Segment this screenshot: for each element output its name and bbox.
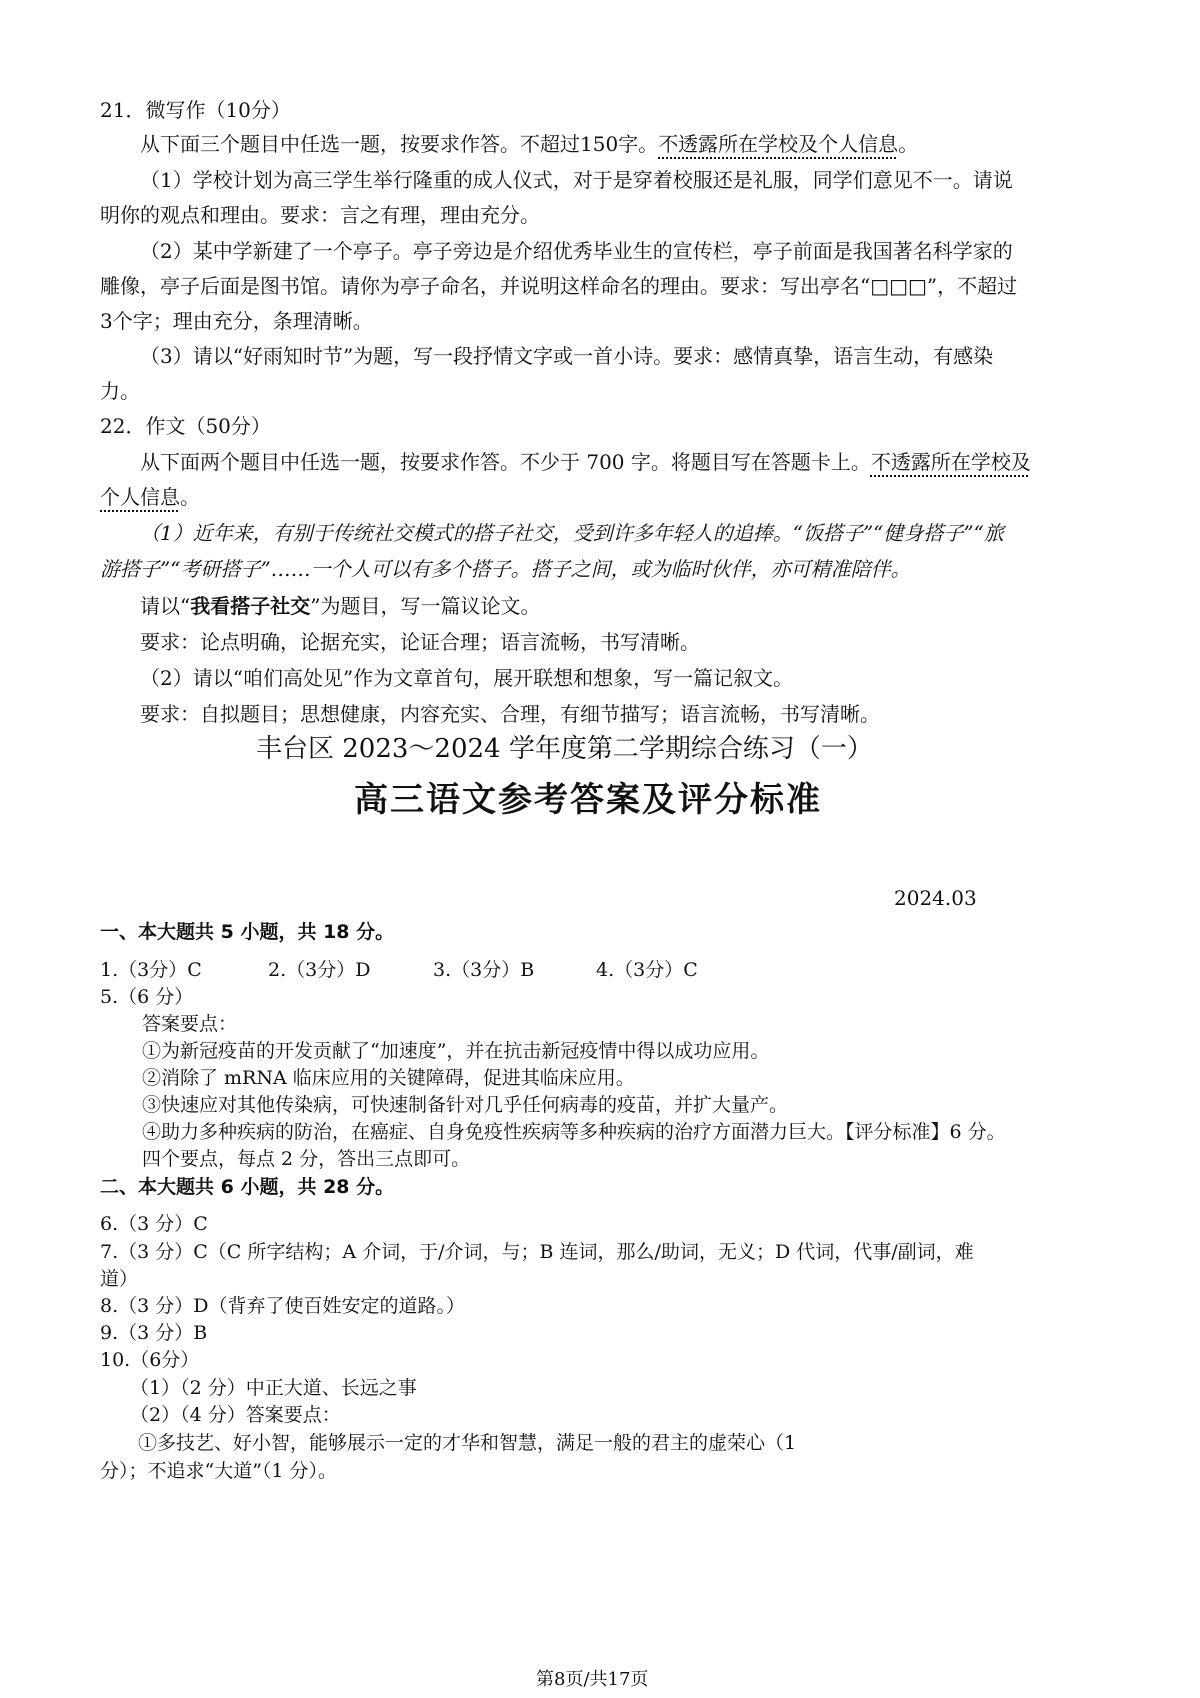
- q22-heading: 22．作文（50分）: [100, 414, 271, 438]
- answer-key-title: 丰台区 2023～2024 学年度第二学期综合练习（一）: [256, 734, 873, 764]
- answer-5-point-4: ④助力多种疾病的防治，在癌症、自身免疫性疾病等多种疾病的治疗方面潜力巨大。【评分标准】6 分。: [142, 1121, 1006, 1143]
- q21-option3-line2: 力。: [100, 379, 140, 403]
- q22-intro-line2: 个人信息。: [100, 485, 200, 509]
- q21-option3-line1: （3）请以“好雨知时节”为题，写一段抒情文字或一首小诗。要求：感情真挚，语言生动，有感染: [140, 344, 994, 368]
- answer-9: 9.（3 分）B: [100, 1322, 208, 1344]
- answer-3: 3.（3分）B: [433, 959, 535, 981]
- emphasis-dots: 个人信息: [100, 485, 180, 509]
- q21-option1-line1: （1）学校计划为高三学生举行隆重的成人仪式，对于是穿着校服还是礼服，同学们意见不一。请说: [140, 168, 1013, 192]
- answer-10-part-2: （2）（4 分）答案要点：: [130, 1404, 341, 1426]
- answer-5-point-1: ①为新冠疫苗的开发贡献了“加速度”，并在抗击新冠疫情中得以成功应用。: [142, 1040, 770, 1062]
- answer-1: 1.（3分）C: [100, 959, 202, 981]
- q21-intro: 从下面三个题目中任选一题，按要求作答。不超过150字。不透露所在学校及个人信息。: [140, 132, 919, 156]
- answer-2: 2.（3分）D: [268, 959, 371, 981]
- answer-5-point-2: ②消除了 mRNA 临床应用的关键障碍，促进其临床应用。: [142, 1067, 635, 1089]
- q21-heading: 21．微写作（10分）: [100, 98, 291, 122]
- q22-option1-prompt: 请以“我看搭子社交”为题目，写一篇议论文。: [140, 594, 541, 618]
- answer-key-subtitle: 高三语文参考答案及评分标准: [354, 780, 822, 820]
- q21-option2-line2: 雕像，亭子后面是图书馆。请你为亭子命名，并说明这样命名的理由。要求：写出亭名“□□□”，不超过: [100, 274, 1018, 298]
- emphasis-dots: 不透露所在学校及个人信息: [658, 132, 899, 156]
- answer-4: 4.（3分）C: [596, 959, 698, 981]
- answer-10: 10.（6分）: [100, 1349, 200, 1371]
- answer-5-scoring: 四个要点，每点 2 分，答出三点即可。: [142, 1148, 471, 1170]
- page-number: 第8页/共17页: [536, 1669, 649, 1690]
- q21-option2-line1: （2）某中学新建了一个亭子。亭子旁边是介绍优秀毕业生的宣传栏，亭子前面是我国著名科学家的: [140, 239, 1013, 263]
- q22-intro-line1: 从下面两个题目中任选一题，按要求作答。不少于 700 字。将题目写在答题卡上。不透露所在学校及: [140, 450, 1031, 474]
- answer-10-part-1: （1）（2 分）中正大道、长远之事: [130, 1377, 417, 1399]
- q21-option1-line2: 明你的观点和理由。要求：言之有理，理由充分。: [100, 203, 540, 227]
- answer-key-date: 2024.03: [894, 886, 977, 910]
- section-1-heading: 一、本大题共 5 小题，共 18 分。: [100, 921, 395, 943]
- q22-option2-line1: （2）请以“咱们高处见”作为文章首句，展开联想和想象，写一篇记叙文。: [140, 666, 794, 690]
- answer-6: 6.（3 分）C: [100, 1213, 208, 1235]
- q22-option1-requirements: 要求：论点明确，论据充实，论证合理；语言流畅，书写清晰。: [140, 630, 700, 654]
- answer-5-point-3: ③快速应对其他传染病，可快速制备针对几乎任何病毒的疫苗，并扩大量产。: [142, 1094, 789, 1116]
- answer-10-point-1-line1: ①多技艺、好小智，能够展示一定的才华和智慧，满足一般的君主的虚荣心（1: [138, 1432, 797, 1454]
- section-2-heading: 二、本大题共 6 小题，共 28 分。: [100, 1176, 395, 1198]
- q22-option1-line1: （1）近年来，有别于传统社交模式的搭子社交，受到许多年轻人的追捧。“饭搭子”“健身搭子”“旅: [140, 521, 1004, 545]
- answer-5: 5.（6 分）: [100, 986, 194, 1008]
- q22-option2-requirements: 要求：自拟题目；思想健康，内容充实、合理，有细节描写；语言流畅，书写清晰。: [140, 702, 880, 726]
- answer-7-line2: 道）: [100, 1268, 139, 1290]
- q21-option2-line3: 3个字；理由充分，条理清晰。: [100, 309, 373, 333]
- answer-10-point-1-line2: 分）；不追求“大道”（1 分）。: [100, 1460, 338, 1482]
- answer-8: 8.（3 分）D（背弃了使百姓安定的道路。）: [100, 1295, 465, 1317]
- answer-5-heading: 答案要点：: [142, 1013, 238, 1035]
- emphasis-dots: 不透露所在学校及: [870, 450, 1031, 474]
- essay-title: 我看搭子社交: [190, 594, 311, 618]
- answer-7-line1: 7.（3 分）C（C 所字结构；A 介词，于/介词，与；B 连词，那么/助词，无义；D 代词，代事/副词，难: [100, 1241, 974, 1263]
- q22-option1-line2: 游搭子”“考研搭子”……一个人可以有多个搭子。搭子之间，或为临时伙伴，亦可精准陪伴。: [100, 557, 911, 581]
